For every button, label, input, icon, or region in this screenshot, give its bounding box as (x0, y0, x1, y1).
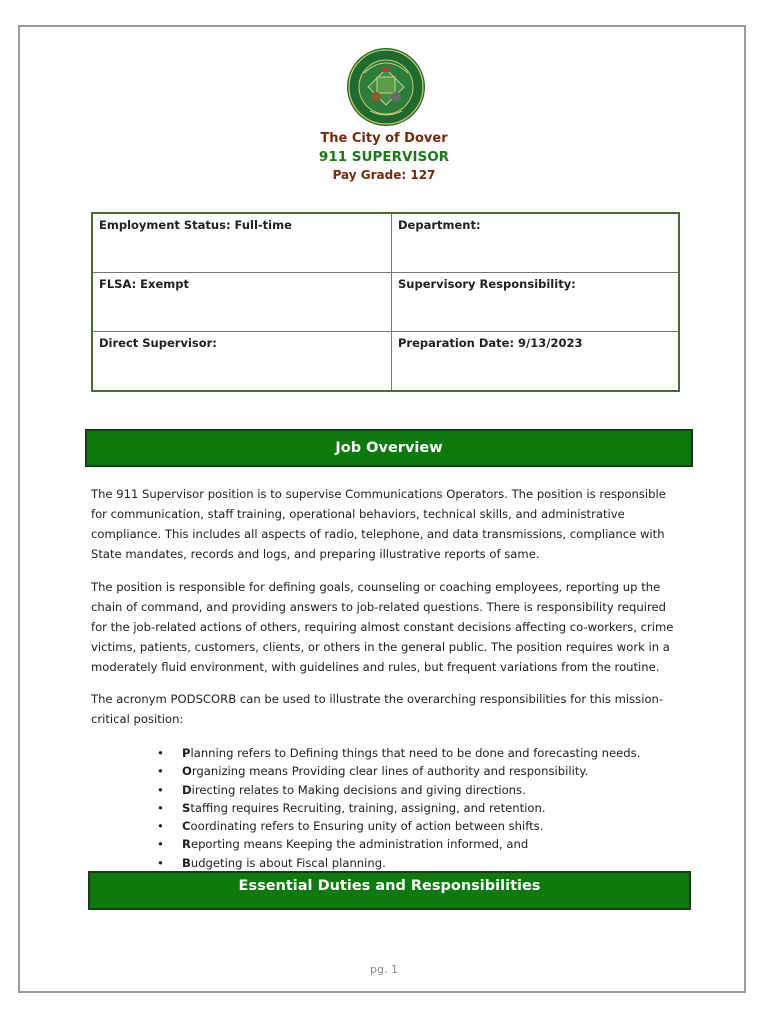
job-title: 911 SUPERVISOR (318, 149, 450, 165)
list-item-letter: S (182, 800, 191, 815)
overview-paragraph-3: The acronym PODSCORB can be used to illustrate the overarching responsibilities for this mission-critical position: (91, 692, 664, 726)
list-item (152, 799, 640, 817)
list-item-letter: R (182, 837, 191, 852)
list-item-text: taffing requires Recruiting, training, assigning, and retention. (190, 800, 546, 815)
city-name: The City of Dover (320, 131, 448, 146)
list-item-text: udgeting is about Fiscal planning. (190, 855, 386, 870)
list-item (152, 835, 640, 853)
list-item (152, 854, 640, 872)
list-item-text: rganizing means Providing clear lines of authority and responsibility. (191, 764, 589, 779)
list-item (152, 817, 640, 835)
list-item-letter: B (182, 855, 191, 870)
list-item-letter: P (182, 746, 191, 760)
essential-duties-heading: Essential Duties and Responsibilities (88, 871, 691, 910)
preparation-date-cell: Preparation Date: 9/13/2023 (398, 336, 583, 350)
overview-paragraph-1: The 911 Supervisor position is to supervise Communications Operators. The position is responsible for communication, staff training, operational behaviors, technical skills, and administrative compliance. This includes all aspects of radio, telephone, and data transmissions, compliance with State mandates, records and logs, and preparing illustrative reports of same. (91, 487, 666, 561)
document-page (18, 25, 746, 993)
pay-grade: Pay Grade: 127 (332, 168, 436, 182)
list-item-text: oordinating refers to Ensuring unity of action between shifts. (190, 819, 544, 834)
department-cell: Department: (392, 214, 678, 273)
overview-paragraph-2: The position is responsible for defining goals, counseling or coaching employees, reporting up the chain of command, and providing answers to job-related questions. There is responsibility required for the job-related actions of others, requiring almost constant decisions affecting co-workers, crime victims, patients, customers, clients, or others in the general public. The position requires work in a moderately fluid environment, with guidelines and rules, but frequent variations from the routine. (91, 580, 674, 674)
employment-status-cell: Employment Status: Full-time (93, 214, 392, 273)
list-item (152, 744, 640, 762)
list-item-letter: C (182, 819, 191, 834)
list-item (152, 781, 640, 799)
page-number: pg. 1 (370, 963, 398, 976)
list-item-text: eporting means Keeping the administration informed, and (190, 837, 529, 852)
list-item-text: lanning refers to Defining things that need to be done and forecasting needs. (190, 746, 641, 760)
list-item-letter: O (182, 764, 192, 779)
supervisory-responsibility-cell: Supervisory Responsibility: (392, 273, 678, 332)
flsa-cell: FLSA: Exempt (93, 273, 392, 332)
job-overview-heading: Job Overview (85, 429, 693, 467)
direct-supervisor-cell: Direct Supervisor: (93, 332, 392, 390)
list-item-letter: D (182, 782, 192, 797)
city-seal-logo (346, 47, 426, 127)
list-item-text: irecting relates to Making decisions and giving directions. (191, 782, 526, 797)
list-item (152, 762, 640, 780)
job-info-table (91, 212, 680, 392)
podscorb-list (152, 744, 640, 872)
